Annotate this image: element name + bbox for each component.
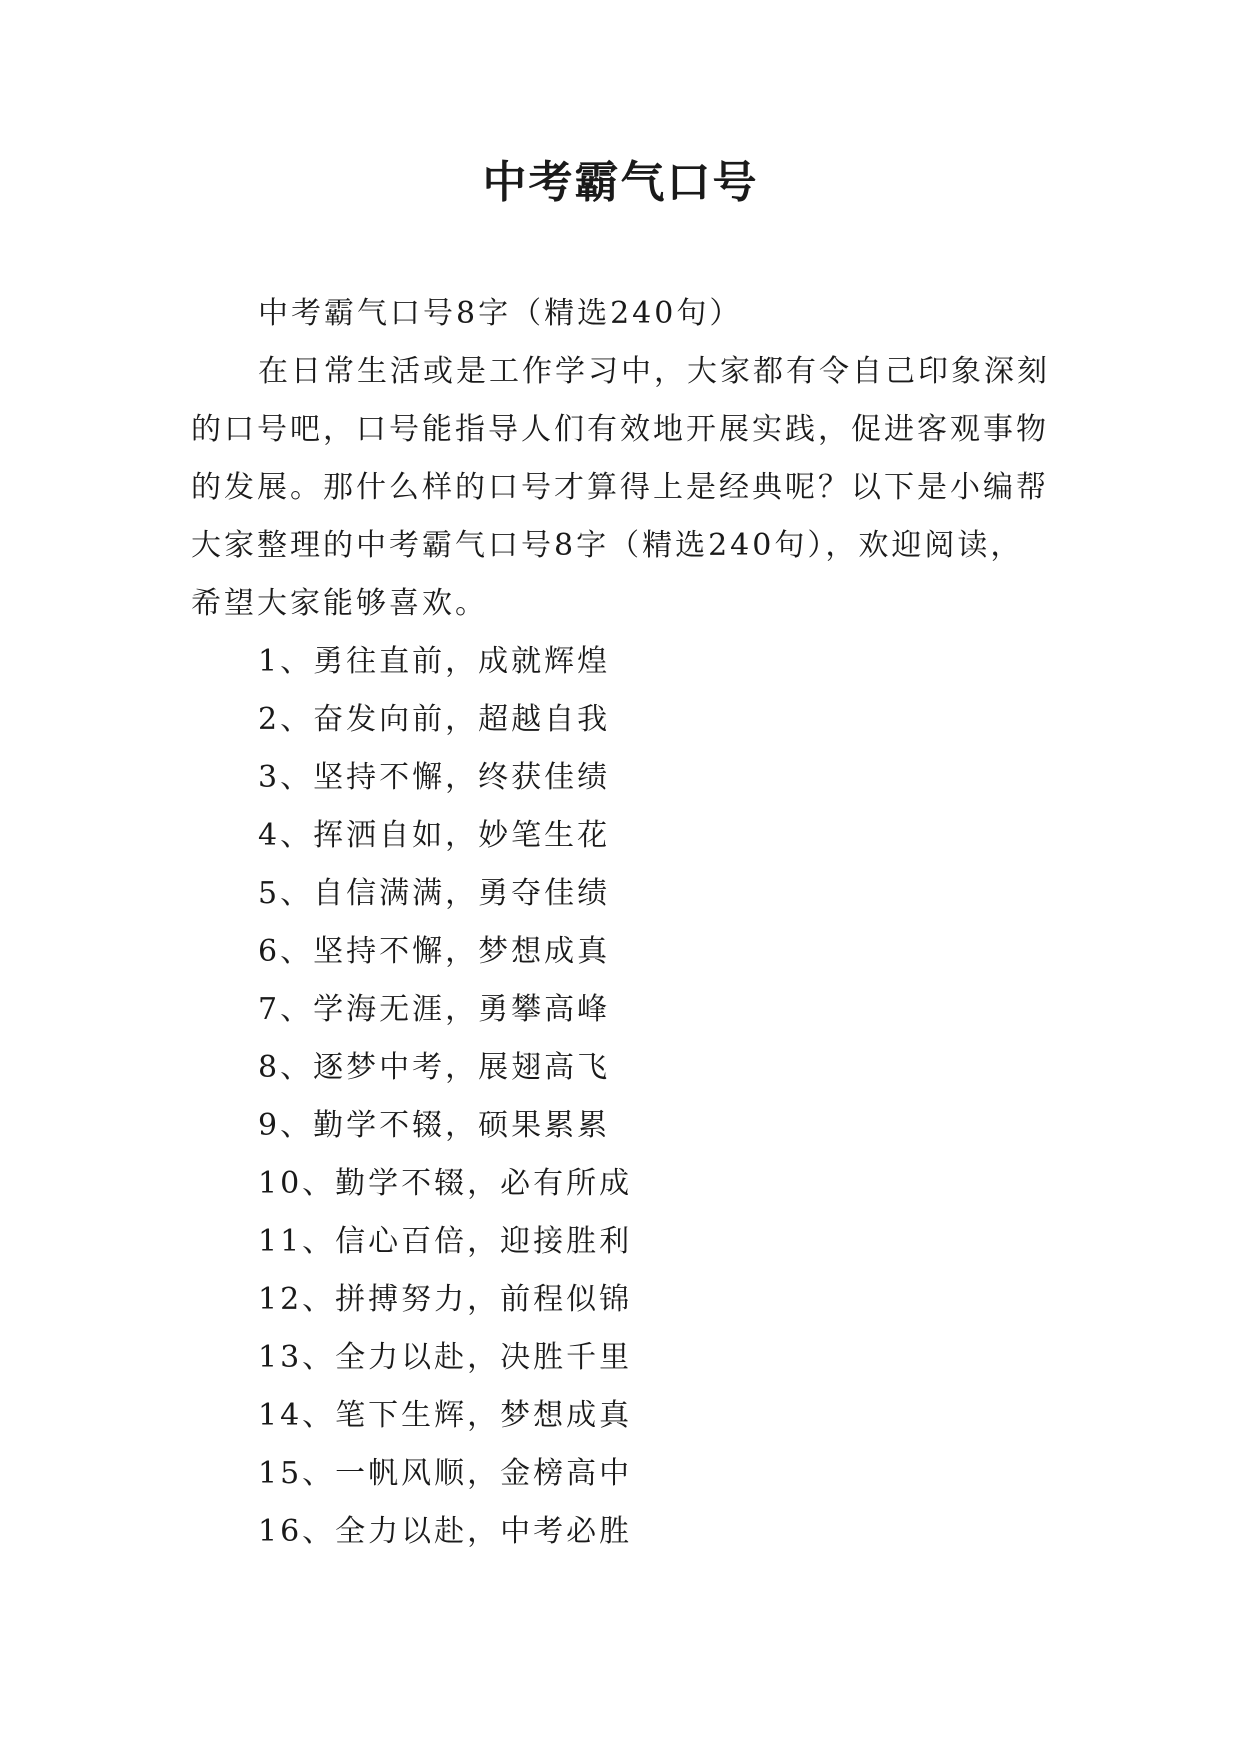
list-item: 5、自信满满，勇夺佳绩 — [258, 876, 611, 911]
list-item: 10、勤学不辍，必有所成 — [258, 1166, 633, 1201]
list-item: 6、坚持不懈，梦想成真 — [258, 934, 611, 969]
list-item: 14、笔下生辉，梦想成真 — [258, 1398, 633, 1433]
list-item: 8、逐梦中考，展翅高飞 — [258, 1050, 611, 1085]
list-item: 13、全力以赴，决胜千里 — [258, 1340, 633, 1375]
intro-paragraph: 在日常生活或是工作学习中，大家都有令自己印象深刻的口号吧，口号能指导人们有效地开展实践，促进客观事物的发展。那什么样的口号才算得上是经典呢？以下是小编帮大家整理的中考霸气口号8字（精选240句），欢迎阅读，希望大家能够喜欢。 — [191, 354, 1050, 621]
document-body — [191, 285, 1053, 1561]
list-item: 12、拼搏努力，前程似锦 — [258, 1282, 633, 1317]
list-item: 16、全力以赴，中考必胜 — [258, 1514, 633, 1549]
list-item: 1、勇往直前，成就辉煌 — [258, 644, 611, 679]
page-title: 中考霸气口号 — [482, 157, 759, 208]
list-item: 2、奋发向前，超越自我 — [258, 702, 611, 737]
list-item: 15、一帆风顺，金榜高中 — [258, 1456, 633, 1491]
list-item: 7、学海无涯，勇攀高峰 — [258, 992, 611, 1027]
list-item: 4、挥洒自如，妙笔生花 — [258, 818, 611, 853]
slogan-list — [191, 633, 1053, 1561]
list-item: 3、坚持不懈，终获佳绩 — [258, 760, 611, 795]
list-item: 9、勤学不辍，硕果累累 — [258, 1108, 611, 1143]
list-item: 11、信心百倍，迎接胜利 — [258, 1224, 633, 1259]
subtitle-paragraph: 中考霸气口号8字（精选240句） — [258, 296, 743, 331]
